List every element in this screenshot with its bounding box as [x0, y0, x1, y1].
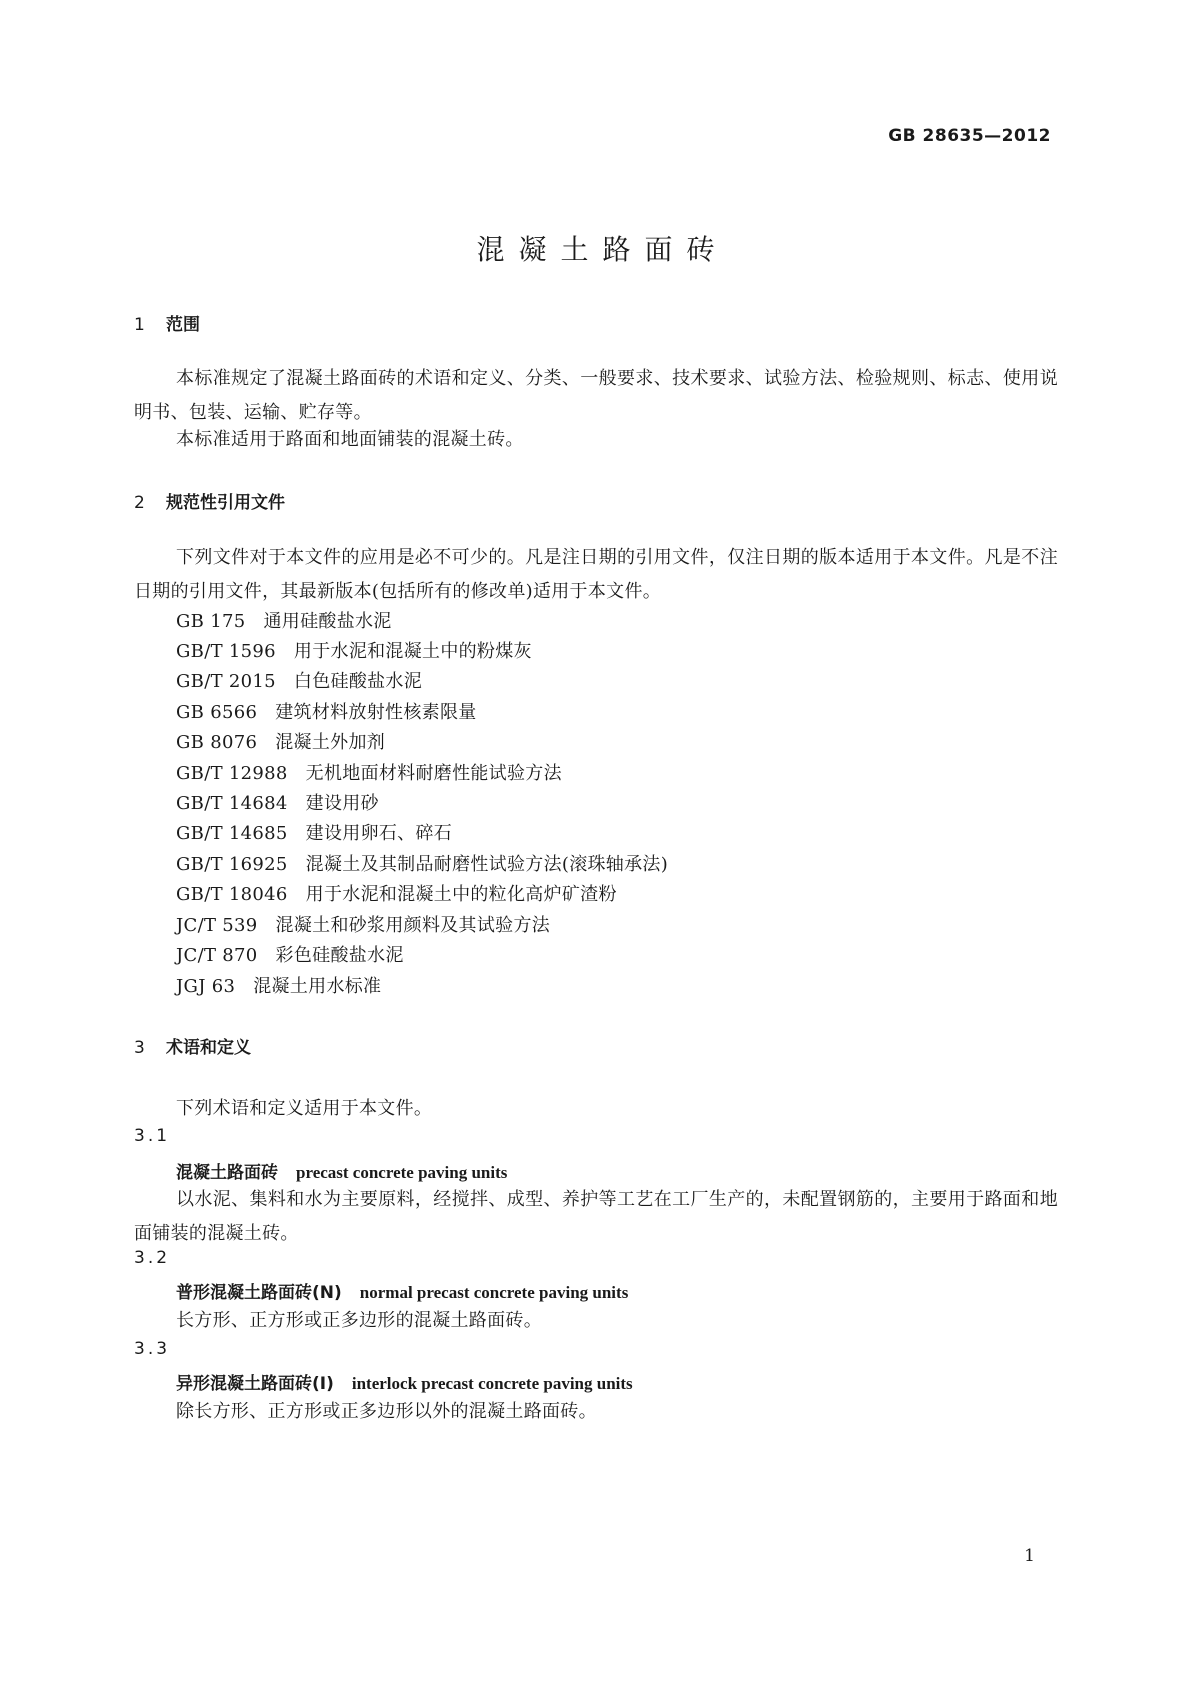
reference-item: [176, 698, 477, 724]
reference-item: [176, 607, 392, 633]
reference-code: GB/T 2015: [176, 671, 276, 692]
reference-code: GB/T 18046: [176, 884, 288, 905]
reference-code: JC/T 870: [176, 945, 258, 966]
term-definition: 长方形、正方形或正多边形的混凝土路面砖。: [176, 1310, 542, 1331]
reference-title: 混凝土和砂浆用颜料及其试验方法: [275, 915, 551, 936]
reference-code: GB 6566: [176, 702, 258, 723]
term-en: interlock precast concrete paving units: [351, 1374, 633, 1393]
reference-code: GB/T 14684: [176, 793, 288, 814]
reference-code: JC/T 539: [176, 915, 258, 936]
page-number: 1: [1024, 1546, 1035, 1566]
document-title: 混凝土路面砖: [476, 233, 729, 266]
reference-item: [176, 789, 379, 815]
reference-code: GB/T 1596: [176, 641, 276, 662]
reference-title: 无机地面材料耐磨性能试验方法: [305, 763, 562, 784]
clause-number: 3.1: [134, 1126, 171, 1146]
section-number: 1: [134, 315, 145, 335]
section-1-heading: [134, 310, 200, 335]
reference-title: 混凝土及其制品耐磨性试验方法(滚珠轴承法): [305, 854, 669, 875]
section-number: 2: [134, 493, 145, 513]
reference-title: 建设用卵石、碎石: [305, 823, 453, 844]
reference-title: 彩色硅酸盐水泥: [275, 945, 404, 966]
reference-title: 用于水泥和混凝土中的粉煤灰: [293, 641, 532, 662]
reference-item: [176, 819, 452, 845]
reference-title: 混凝土外加剂: [275, 732, 386, 753]
term-zh: 普形混凝土路面砖(N): [176, 1283, 342, 1303]
term-zh: 混凝土路面砖: [176, 1163, 278, 1183]
reference-item: [176, 728, 385, 754]
term-heading: [176, 1158, 507, 1183]
clause-number: 3.3: [134, 1339, 171, 1359]
reference-title: 通用硅酸盐水泥: [263, 611, 392, 632]
reference-code: GB/T 14685: [176, 823, 288, 844]
reference-item: [176, 759, 562, 785]
reference-item: [176, 850, 668, 876]
paragraph: 本标准规定了混凝土路面砖的术语和定义、分类、一般要求、技术要求、试验方法、检验规则、标志、使用说明书、包装、运输、贮存等。: [134, 368, 1058, 423]
term-heading: [176, 1278, 628, 1303]
term-en: precast concrete paving units: [296, 1163, 508, 1182]
reference-code: GB/T 16925: [176, 854, 288, 875]
reference-code: GB 8076: [176, 732, 258, 753]
reference-item: [176, 941, 404, 967]
paragraph: 下列文件对于本文件的应用是必不可少的。凡是注日期的引用文件，仅注日期的版本适用于本文件。凡是不注日期的引用文件，其最新版本(包括所有的修改单)适用于本文件。: [134, 547, 1058, 602]
section-2-heading: [134, 488, 285, 513]
reference-item: [176, 972, 381, 998]
reference-code: JGJ 63: [176, 976, 236, 997]
paragraph: 本标准适用于路面和地面铺装的混凝土砖。: [176, 429, 524, 450]
reference-title: 用于水泥和混凝土中的粒化高炉矿渣粉: [305, 884, 617, 905]
reference-title: 混凝土用水标准: [253, 976, 382, 997]
reference-item: [176, 880, 617, 906]
section-title: 范围: [166, 315, 200, 335]
reference-title: 白色硅酸盐水泥: [293, 671, 423, 692]
reference-title: 建设用砂: [305, 793, 379, 814]
term-en: normal precast concrete paving units: [359, 1283, 629, 1302]
reference-item: [176, 667, 422, 693]
reference-title: 建筑材料放射性核素限量: [275, 702, 477, 723]
reference-item: [176, 637, 532, 663]
standard-number: GB 28635—2012: [888, 126, 1051, 146]
term-definition: 除长方形、正方形或正多边形以外的混凝土路面砖。: [176, 1401, 597, 1422]
term-heading: [176, 1369, 633, 1394]
term-definition: 以水泥、集料和水为主要原料，经搅拌、成型、养护等工艺在工厂生产的，未配置钢筋的，主要用于路面和地面铺装的混凝土砖。: [134, 1189, 1058, 1244]
section-title: 规范性引用文件: [166, 493, 285, 513]
section-number: 3: [134, 1038, 145, 1058]
reference-code: GB/T 12988: [176, 763, 288, 784]
paragraph: 下列术语和定义适用于本文件。: [176, 1098, 433, 1119]
term-zh: 异形混凝土路面砖(I): [176, 1374, 334, 1394]
reference-code: GB 175: [176, 611, 246, 632]
reference-item: [176, 911, 550, 937]
clause-number: 3.2: [134, 1248, 171, 1268]
section-title: 术语和定义: [166, 1038, 251, 1058]
section-3-heading: [134, 1033, 251, 1058]
